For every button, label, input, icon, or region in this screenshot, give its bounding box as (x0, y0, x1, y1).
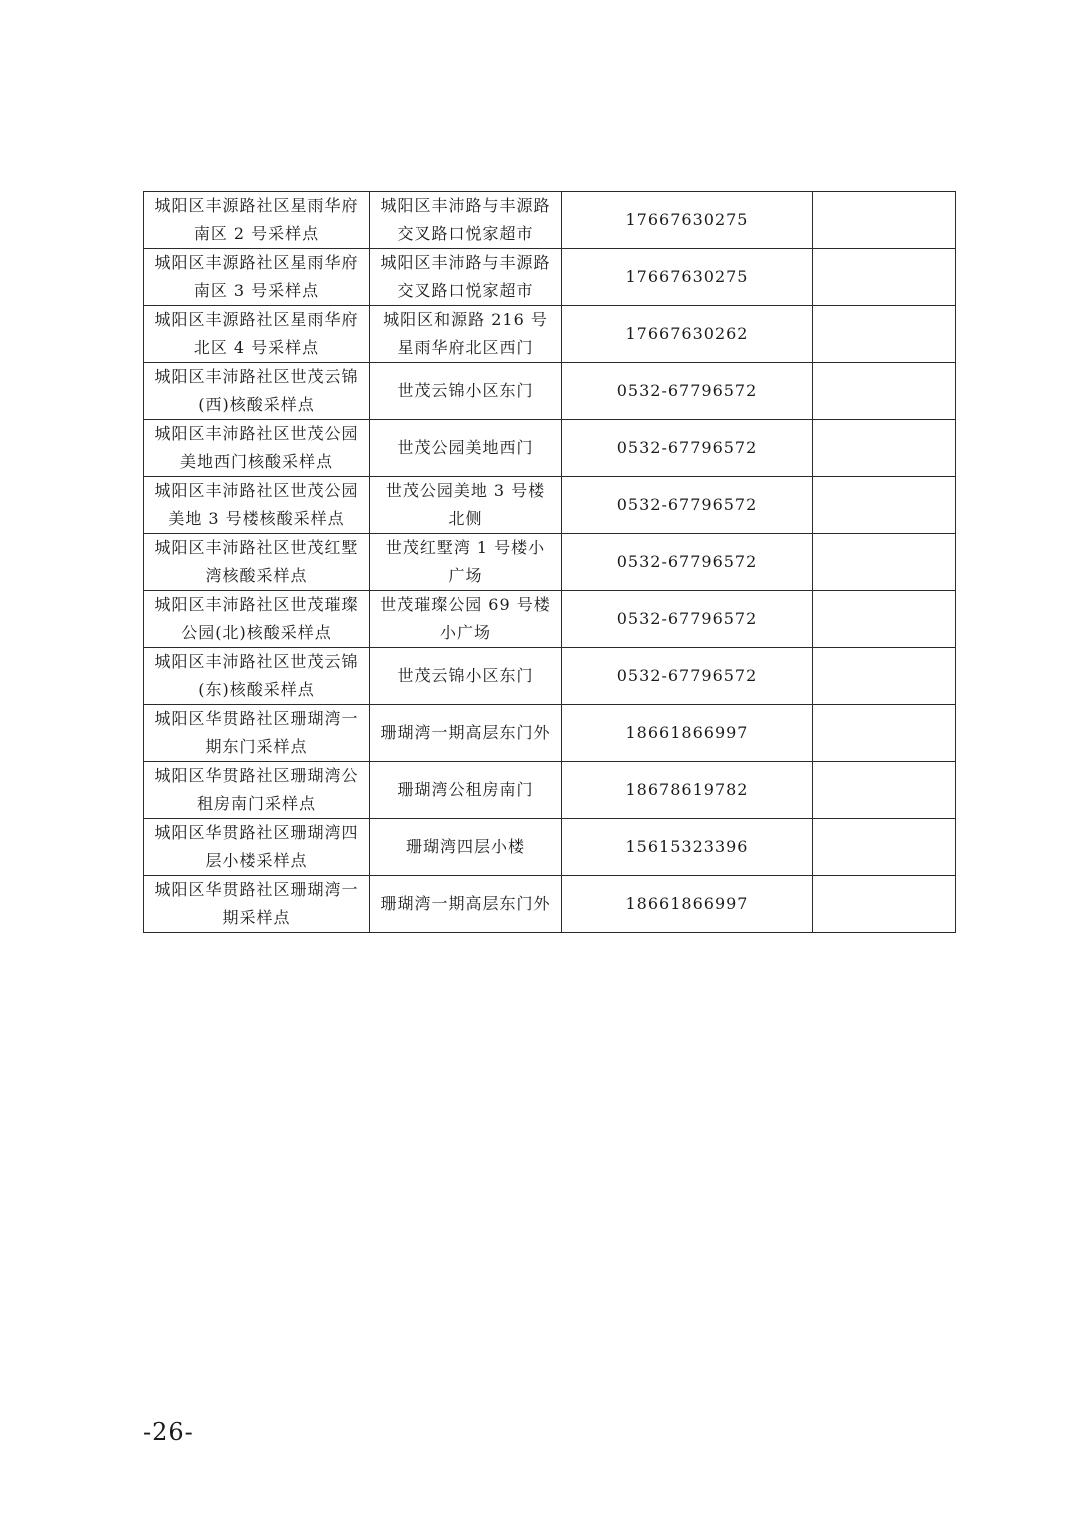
site-name-cell: 城阳区华贯路社区珊瑚湾公租房南门采样点 (144, 762, 370, 819)
contact-phone-cell: 0532-67796572 (562, 420, 813, 477)
contact-phone-cell: 0532-67796572 (562, 591, 813, 648)
contact-phone-cell: 17667630275 (562, 192, 813, 249)
note-cell (813, 591, 956, 648)
site-name-cell: 城阳区华贯路社区珊瑚湾一期采样点 (144, 876, 370, 933)
site-name-cell: 城阳区丰沛路社区世茂璀璨公园(北)核酸采样点 (144, 591, 370, 648)
note-cell (813, 192, 956, 249)
note-cell (813, 363, 956, 420)
page-number: -26- (143, 1418, 194, 1446)
site-address-cell: 城阳区丰沛路与丰源路交叉路口悦家超市 (370, 192, 562, 249)
site-address-cell: 世茂云锦小区东门 (370, 648, 562, 705)
site-name-cell: 城阳区丰沛路社区世茂红墅湾核酸采样点 (144, 534, 370, 591)
contact-phone-cell: 0532-67796572 (562, 534, 813, 591)
contact-phone-cell: 0532-67796572 (562, 363, 813, 420)
site-address-cell: 世茂公园美地西门 (370, 420, 562, 477)
site-name-cell: 城阳区丰源路社区星雨华府北区 4 号采样点 (144, 306, 370, 363)
contact-phone-cell: 18678619782 (562, 762, 813, 819)
site-address-cell: 珊瑚湾一期高层东门外 (370, 876, 562, 933)
note-cell (813, 420, 956, 477)
contact-phone-cell: 17667630262 (562, 306, 813, 363)
note-cell (813, 306, 956, 363)
note-cell (813, 249, 956, 306)
note-cell (813, 762, 956, 819)
table-row (144, 876, 956, 933)
contact-phone-cell: 18661866997 (562, 705, 813, 762)
site-address-cell: 世茂公园美地 3 号楼北侧 (370, 477, 562, 534)
contact-phone-cell: 0532-67796572 (562, 477, 813, 534)
site-address-cell: 世茂红墅湾 1 号楼小广场 (370, 534, 562, 591)
site-address-cell: 世茂云锦小区东门 (370, 363, 562, 420)
table-row (144, 591, 956, 648)
site-name-cell: 城阳区华贯路社区珊瑚湾一期东门采样点 (144, 705, 370, 762)
table-row (144, 534, 956, 591)
contact-phone-cell: 17667630275 (562, 249, 813, 306)
note-cell (813, 705, 956, 762)
contact-phone-cell: 15615323396 (562, 819, 813, 876)
table-row (144, 762, 956, 819)
table-row (144, 192, 956, 249)
site-address-cell: 珊瑚湾公租房南门 (370, 762, 562, 819)
contact-phone-cell: 0532-67796572 (562, 648, 813, 705)
site-name-cell: 城阳区丰沛路社区世茂云锦(西)核酸采样点 (144, 363, 370, 420)
table-row (144, 249, 956, 306)
table-row (144, 819, 956, 876)
site-name-cell: 城阳区丰沛路社区世茂云锦(东)核酸采样点 (144, 648, 370, 705)
site-address-cell: 城阳区丰沛路与丰源路交叉路口悦家超市 (370, 249, 562, 306)
table-row (144, 420, 956, 477)
note-cell (813, 534, 956, 591)
table-row (144, 306, 956, 363)
sampling-sites-table (143, 191, 956, 933)
site-name-cell: 城阳区丰源路社区星雨华府南区 2 号采样点 (144, 192, 370, 249)
site-name-cell: 城阳区丰沛路社区世茂公园美地 3 号楼核酸采样点 (144, 477, 370, 534)
note-cell (813, 876, 956, 933)
site-address-cell: 城阳区和源路 216 号星雨华府北区西门 (370, 306, 562, 363)
table-row (144, 705, 956, 762)
note-cell (813, 648, 956, 705)
note-cell (813, 819, 956, 876)
site-address-cell: 世茂璀璨公园 69 号楼小广场 (370, 591, 562, 648)
site-name-cell: 城阳区丰源路社区星雨华府南区 3 号采样点 (144, 249, 370, 306)
site-name-cell: 城阳区丰沛路社区世茂公园美地西门核酸采样点 (144, 420, 370, 477)
site-address-cell: 珊瑚湾一期高层东门外 (370, 705, 562, 762)
note-cell (813, 477, 956, 534)
contact-phone-cell: 18661866997 (562, 876, 813, 933)
table-row (144, 648, 956, 705)
site-address-cell: 珊瑚湾四层小楼 (370, 819, 562, 876)
table-row (144, 477, 956, 534)
site-name-cell: 城阳区华贯路社区珊瑚湾四层小楼采样点 (144, 819, 370, 876)
table-row (144, 363, 956, 420)
